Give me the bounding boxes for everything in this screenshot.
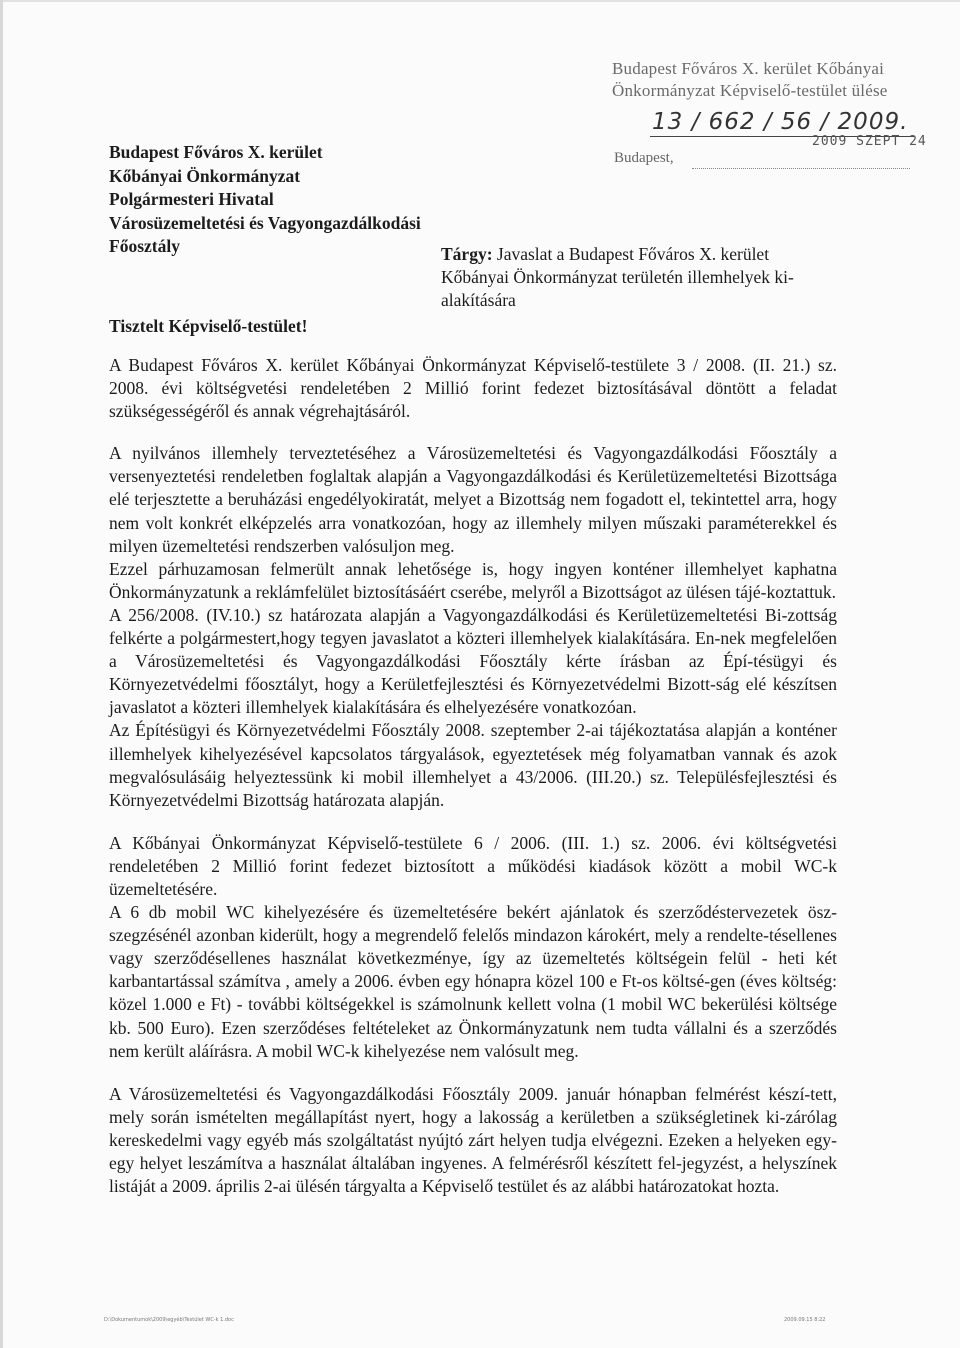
subject-line-1: Javaslat a Budapest Főváros X. kerület [496, 244, 770, 264]
footer-file-path: D:\Dokumentumok\2009\egyéb\Testület WC-k 1.doc [104, 1317, 234, 1323]
subject-block [441, 243, 861, 312]
sender-line: Főosztály [109, 236, 180, 256]
document-body [109, 354, 837, 1198]
sender-line: Budapest Főváros X. kerület [109, 142, 323, 162]
subject-line-2: Kőbányai Önkormányzat területén illemhelyek ki- [441, 267, 794, 287]
stamp-dotted-line [692, 150, 910, 169]
paragraph: A nyilvános illemhely terveztetéséhez a Városüzemeltetési és Vagyongazdálkodási Főosztály a versenyeztetési rendeletben foglaltak alapján a Vagyongazdálkodási és Kerületüzemeltetési Bizottsága elé terjesztette a beruházási engedélyokiratát, melyet a Bizottság nem fogadott el, tekintettel arra, hogy nem volt konkrét elképzelés arra vonatkozóan, hogy az illemhely milyen műszaki paraméterekkel és milyen üzemeltetési rendszerben valósuljon meg. [109, 443, 837, 556]
paragraph: A Városüzemeltetési és Vagyongazdálkodási Főosztály 2009. január hónapban felmérést készí-tett, mely során ismételten megállapítást nyert, hogy a lakosság a kerületben a szükségletinek ki-zárólag kereskedelmi vagy egyéb más szolgáltatást nyújtó zárt helyen tudja elvégezni. Ezeken a helyeken egy-egy helyet leszámítva a használat általában ingyenes. A felmérésről készített fel-jegyzést, a helyszínek listáját a 2009. április 2-ai ülésén tárgyalta a Képviselő testület és az alábbi határozatokat hozta. [109, 1083, 837, 1197]
received-date-stamp: 2009 SZEPT 24 [812, 134, 927, 149]
paragraph: A Budapest Főváros X. kerület Kőbányai Önkormányzat Képviselő-testülete 3 / 2008. (II. 21.) sz. 2008. évi költségvetési rendeletében 2 Millió forint fedezet biztosításával döntött a feladat szükségességéről és annak végrehajtásáról. [109, 355, 837, 422]
subject-line-3: alakítására [441, 290, 516, 310]
footer-date: 2009.09.15 8:22 [784, 1317, 826, 1323]
sender-line: Kőbányai Önkormányzat [109, 165, 301, 186]
scan-border-top [0, 0, 960, 2]
handwritten-registration-number: 13 / 662 / 56 / 2009. [650, 108, 914, 137]
subject-label: Tárgy: [441, 244, 493, 264]
registration-stamp [612, 58, 912, 102]
scan-border-left [0, 0, 3, 1348]
paragraph: Ezzel párhuzamosan felmerült annak lehetősége is, hogy ingyen konténer illemhelyet kaphatna Önkormányzatunk a reklámfelület biztosításáért cserébe, melyről a Bizottságot az ülésen tájé-koztattuk. [109, 558, 837, 602]
sender-line: Városüzemeltetési és Vagyongazdálkodási [109, 212, 421, 233]
stamp-line-1: Budapest Főváros X. kerület Kőbányai [612, 59, 885, 78]
paragraph: A Kőbányai Önkormányzat Képviselő-testülete 6 / 2006. (III. 1.) sz. 2006. évi költségvetési rendeletében 2 Millió forint fedezet biztosított a működési kiadások között a mobil WC-k üzemeltetésére. [109, 832, 837, 899]
sender-block [109, 141, 421, 259]
paragraph: A 256/2008. (IV.10.) sz határozata alapján a Vagyongazdálkodási és Kerületüzemeltetési Bi-zottság felkérte a polgármestert,hogy tegyen javaslatot a közteri illemhelyek kialakítására. En-nek megfelelően a Városüzemeltetési és Vagyongazdálkodási Főosztály kérte írásban az Épí-tésügyi és Környezetvédelmi főosztályt, hogy a Kerületfejlesztési és Környezetvédelmi Bizott-ság elé készítsen javaslatot a közteri illemhelyek kialakítására és elhelyezésére vonatkozóan. [109, 604, 837, 718]
paragraph: A 6 db mobil WC kihelyezésére és üzemeltetésére bekért ajánlatok és szerződéstervezetek ösz-szegzésénél azonban kiderült, hogy a megrendelő felelős mindazon károkért, mely a rendelte-tésellenes vagy szerződésellenes használat következménye, így az üzemeltetés költségein felül - heti két karbantartással számítva , amely a 2006. évben egy hónapra közel 100 e Ft-os költsé-gen (éves költség: közel 1.000 e Ft) - további költségekkel is számolnunk kellett volna (1 mobil WC bekerülési költsége kb. 500 Euro). Ezen szerződéses feltételeket az Önkormányzatunk nem tudta vállalni és a szerződés nem került aláírásra. A mobil WC-k kihelyezése nem valósult meg. [109, 902, 837, 1061]
salutation: Tisztelt Képviselő-testület! [109, 316, 308, 336]
sender-line: Polgármesteri Hivatal [109, 189, 274, 209]
stamp-place-label: Budapest, [614, 150, 674, 166]
stamp-line-2: Önkormányzat Képviselő-testület ülése [612, 81, 888, 100]
paragraph: Az Építésügyi és Környezetvédelmi Főosztály 2008. szeptember 2-ai tájékoztatása alapján a konténer illemhelyek kihelyezésével kapcsolatos tárgyalások, egyeztetések még folyamatban vannak és azok megvalósulásáig helyeztessünk ki mobil illemhelyet a 43/2006. (III.20.) sz. Településfejlesztési és Környezetvédelmi Bizottság határozata alapján. [109, 720, 837, 810]
